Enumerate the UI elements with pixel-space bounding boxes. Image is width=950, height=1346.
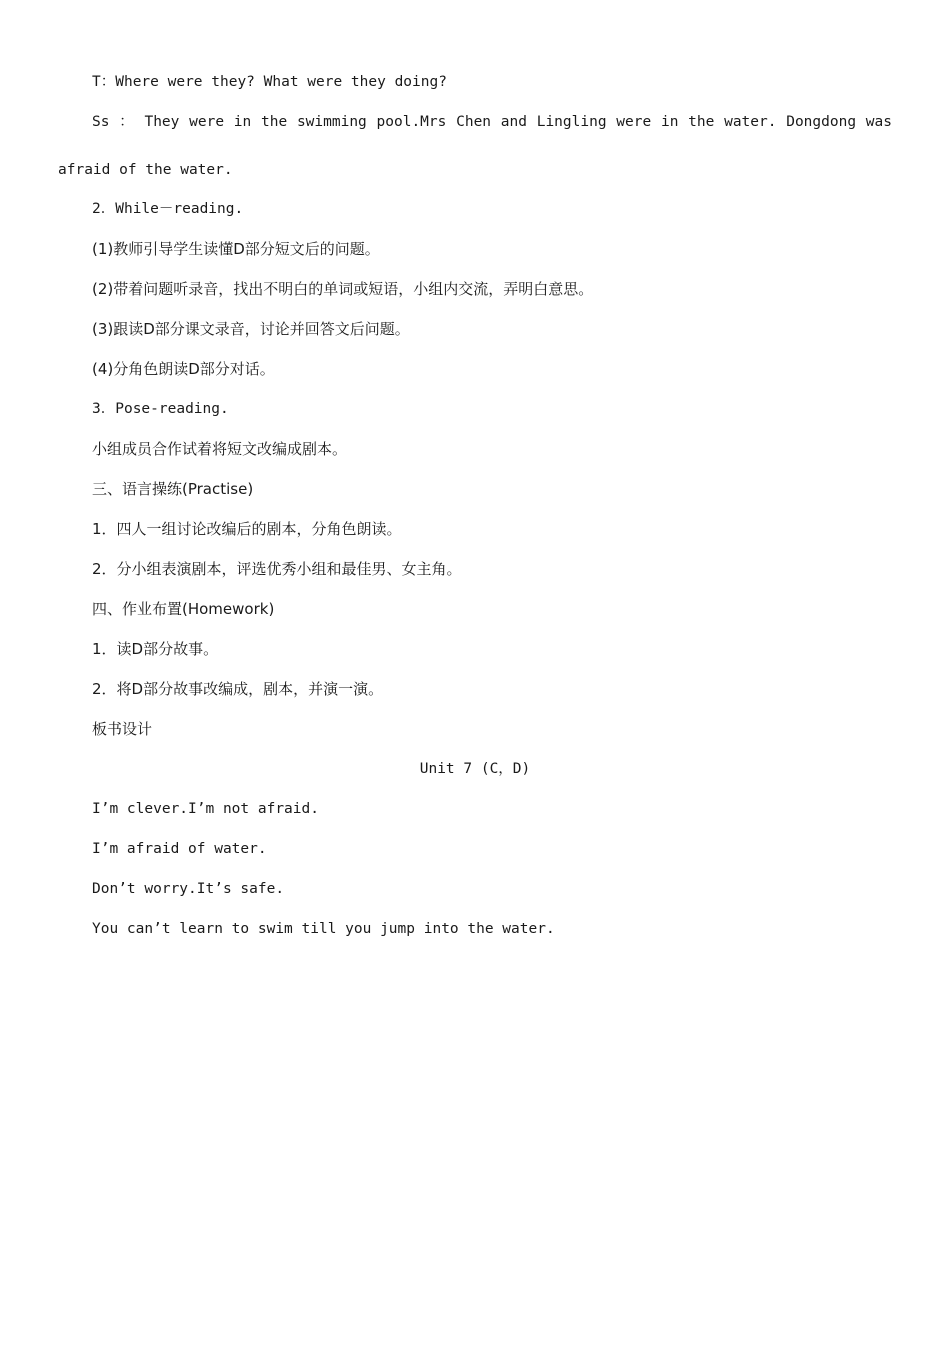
while-reading-step: (4)分角色朗读D部分对话。 — [92, 360, 275, 378]
students-answer-line-2: afraid of the water. — [58, 162, 233, 178]
board-design-line: I’m afraid of water. — [92, 841, 267, 857]
students-answer-line-1: Ss ： They were in the swimming pool.Mrs Chen and Lingling were in the water. Dongdong was — [92, 114, 892, 130]
pose-reading-heading: 3．Pose-reading. — [92, 401, 229, 417]
homework-heading: 四、作业布置(Homework) — [92, 600, 275, 618]
while-reading-step: (1)教师引导学生读懂D部分短文后的问题。 — [92, 240, 380, 258]
practise-item: 2．分小组表演剧本，评选优秀小组和最佳男、女主角。 — [92, 560, 462, 578]
while-reading-heading: 2．While－reading. — [92, 201, 244, 217]
while-reading-step: (3)跟读D部分课文录音，讨论并回答文后问题。 — [92, 320, 410, 338]
teacher-question: T：Where were they? What were they doing? — [92, 74, 447, 90]
homework-item: 2．将D部分故事改编成，剧本，并演一演。 — [92, 680, 384, 698]
pose-reading-text: 小组成员合作试着将短文改编成剧本。 — [92, 440, 348, 458]
homework-item: 1．读D部分故事。 — [92, 640, 219, 658]
board-design-line: Don’t worry.It’s safe. — [92, 881, 285, 897]
board-design-heading: 板书设计 — [92, 720, 153, 738]
board-design-title: Unit 7 (C，D) — [419, 761, 531, 777]
practise-item: 1．四人一组讨论改编后的剧本，分角色朗读。 — [92, 520, 402, 538]
board-design-line: I’m clever.I’m not afraid. — [92, 801, 319, 817]
practise-heading: 三、语言操练(Practise) — [92, 480, 254, 498]
while-reading-step: (2)带着问题听录音，找出不明白的单词或短语，小组内交流，弄明白意思。 — [92, 280, 594, 298]
board-design-line: You can’t learn to swim till you jump into the water. — [92, 921, 555, 937]
